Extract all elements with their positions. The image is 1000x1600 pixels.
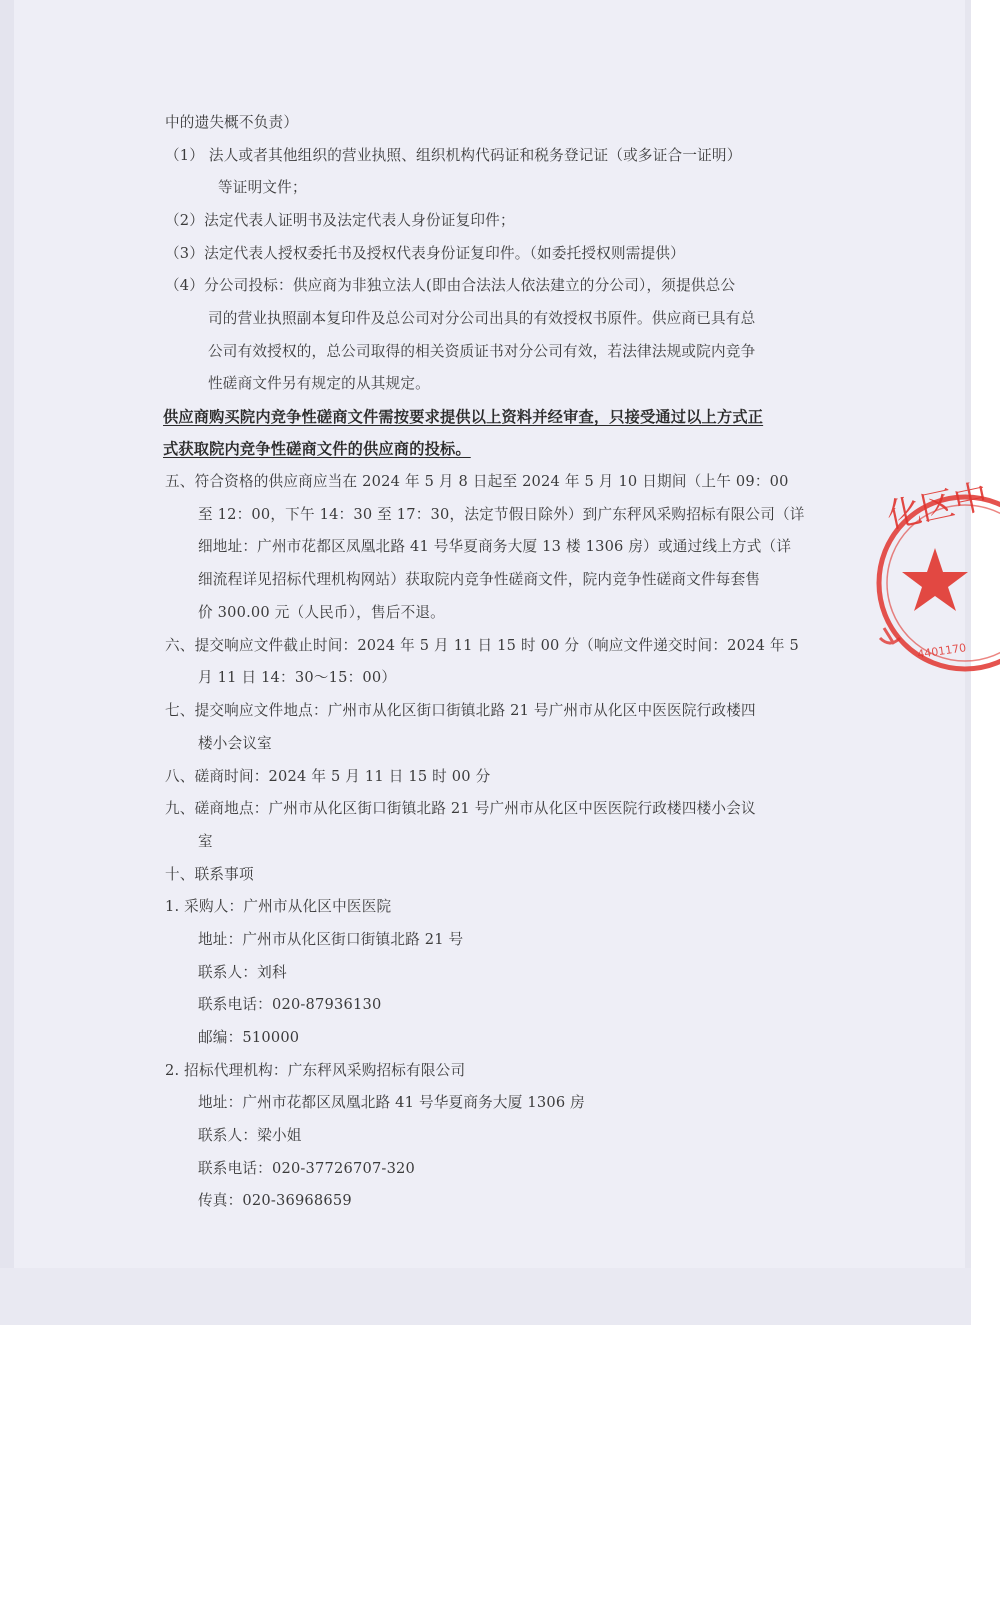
text-line: （1） 法人或者其他组织的营业执照、组织机构代码证和税务登记证（或多证合一证明） bbox=[165, 147, 742, 164]
bold-notice-line: 供应商购买院内竞争性磋商文件需按要求提供以上资料并经审查，只接受通过以上方式正 bbox=[163, 408, 764, 426]
text-line: 细流程详见招标代理机构网站）获取院内竞争性磋商文件，院内竞争性磋商文件每套售 bbox=[198, 571, 761, 588]
scan-bottom-band bbox=[0, 1268, 971, 1325]
text-line: 十、联系事项 bbox=[165, 866, 254, 883]
svg-text:化区中: 化区中 bbox=[883, 476, 992, 537]
text-line: 八、磋商时间：2024 年 5 月 11 日 15 时 00 分 bbox=[165, 768, 491, 785]
text-line: 价 300.00 元（人民币），售后不退。 bbox=[198, 604, 445, 621]
text-line: 地址：广州市从化区街口街镇北路 21 号 bbox=[198, 931, 464, 948]
text-line: （3）法定代表人授权委托书及授权代表身份证复印件。（如委托授权则需提供） bbox=[165, 245, 685, 262]
text-line: 细地址：广州市花都区凤凰北路 41 号华夏商务大厦 13 楼 1306 房）或通过线上方式（详 bbox=[198, 538, 792, 555]
bold-notice-line: 式获取院内竞争性磋商文件的供应商的投标。 bbox=[163, 440, 471, 458]
scan-edge-left bbox=[0, 0, 14, 1325]
text-line: 室 bbox=[198, 833, 213, 850]
text-line: 联系电话：020-87936130 bbox=[198, 996, 382, 1013]
text-line: 等证明文件； bbox=[218, 179, 307, 196]
text-line: 2. 招标代理机构：广东秤风采购招标有限公司 bbox=[165, 1062, 466, 1079]
text-line: 五、符合资格的供应商应当在 2024 年 5 月 8 日起至 2024 年 5 月 10 日期间（上午 09：00 bbox=[165, 473, 789, 490]
text-line: 司的营业执照副本复印件及总公司对分公司出具的有效授权书原件。供应商已具有总 bbox=[208, 310, 756, 327]
text-line: 九、磋商地点：广州市从化区街口街镇北路 21 号广州市从化区中医医院行政楼四楼小会议 bbox=[165, 800, 756, 817]
text-line: 联系电话：020-37726707-320 bbox=[198, 1160, 416, 1177]
text-line: 1. 采购人：广州市从化区中医医院 bbox=[165, 898, 392, 915]
text-line: 联系人：刘科 bbox=[198, 964, 287, 981]
svg-text:4401170: 4401170 bbox=[916, 641, 967, 661]
official-seal-stamp bbox=[870, 476, 1000, 678]
text-line: 中的遗失概不负责） bbox=[165, 114, 299, 131]
text-line: （4）分公司投标：供应商为非独立法人(即由合法法人依法建立的分公司），须提供总公 bbox=[165, 277, 736, 294]
text-line: 地址：广州市花都区凤凰北路 41 号华夏商务大厦 1306 房 bbox=[198, 1094, 585, 1111]
text-line: 性磋商文件另有规定的从其规定。 bbox=[208, 375, 430, 392]
text-line: 至 12：00，下午 14：30 至 17：30，法定节假日除外）到广东秤风采购招标有限公司（详 bbox=[198, 506, 805, 523]
text-line: （2）法定代表人证明书及法定代表人身份证复印件； bbox=[165, 212, 515, 229]
text-line: 六、提交响应文件截止时间：2024 年 5 月 11 日 15 时 00 分（响应文件递交时间：2024 年 5 bbox=[165, 637, 800, 654]
text-line: 邮编：510000 bbox=[198, 1029, 300, 1046]
text-line: 楼小会议室 bbox=[198, 735, 272, 752]
text-line: 公司有效授权的，总公司取得的相关资质证书对分公司有效，若法律法规或院内竞争 bbox=[208, 343, 756, 360]
text-line: 七、提交响应文件地点：广州市从化区街口街镇北路 21 号广州市从化区中医医院行政楼四 bbox=[165, 702, 756, 719]
text-line: 传真：020-36968659 bbox=[198, 1192, 352, 1209]
text-line: 联系人：梁小姐 bbox=[198, 1127, 302, 1144]
text-line: 月 11 日 14：30～15：00） bbox=[198, 669, 397, 686]
